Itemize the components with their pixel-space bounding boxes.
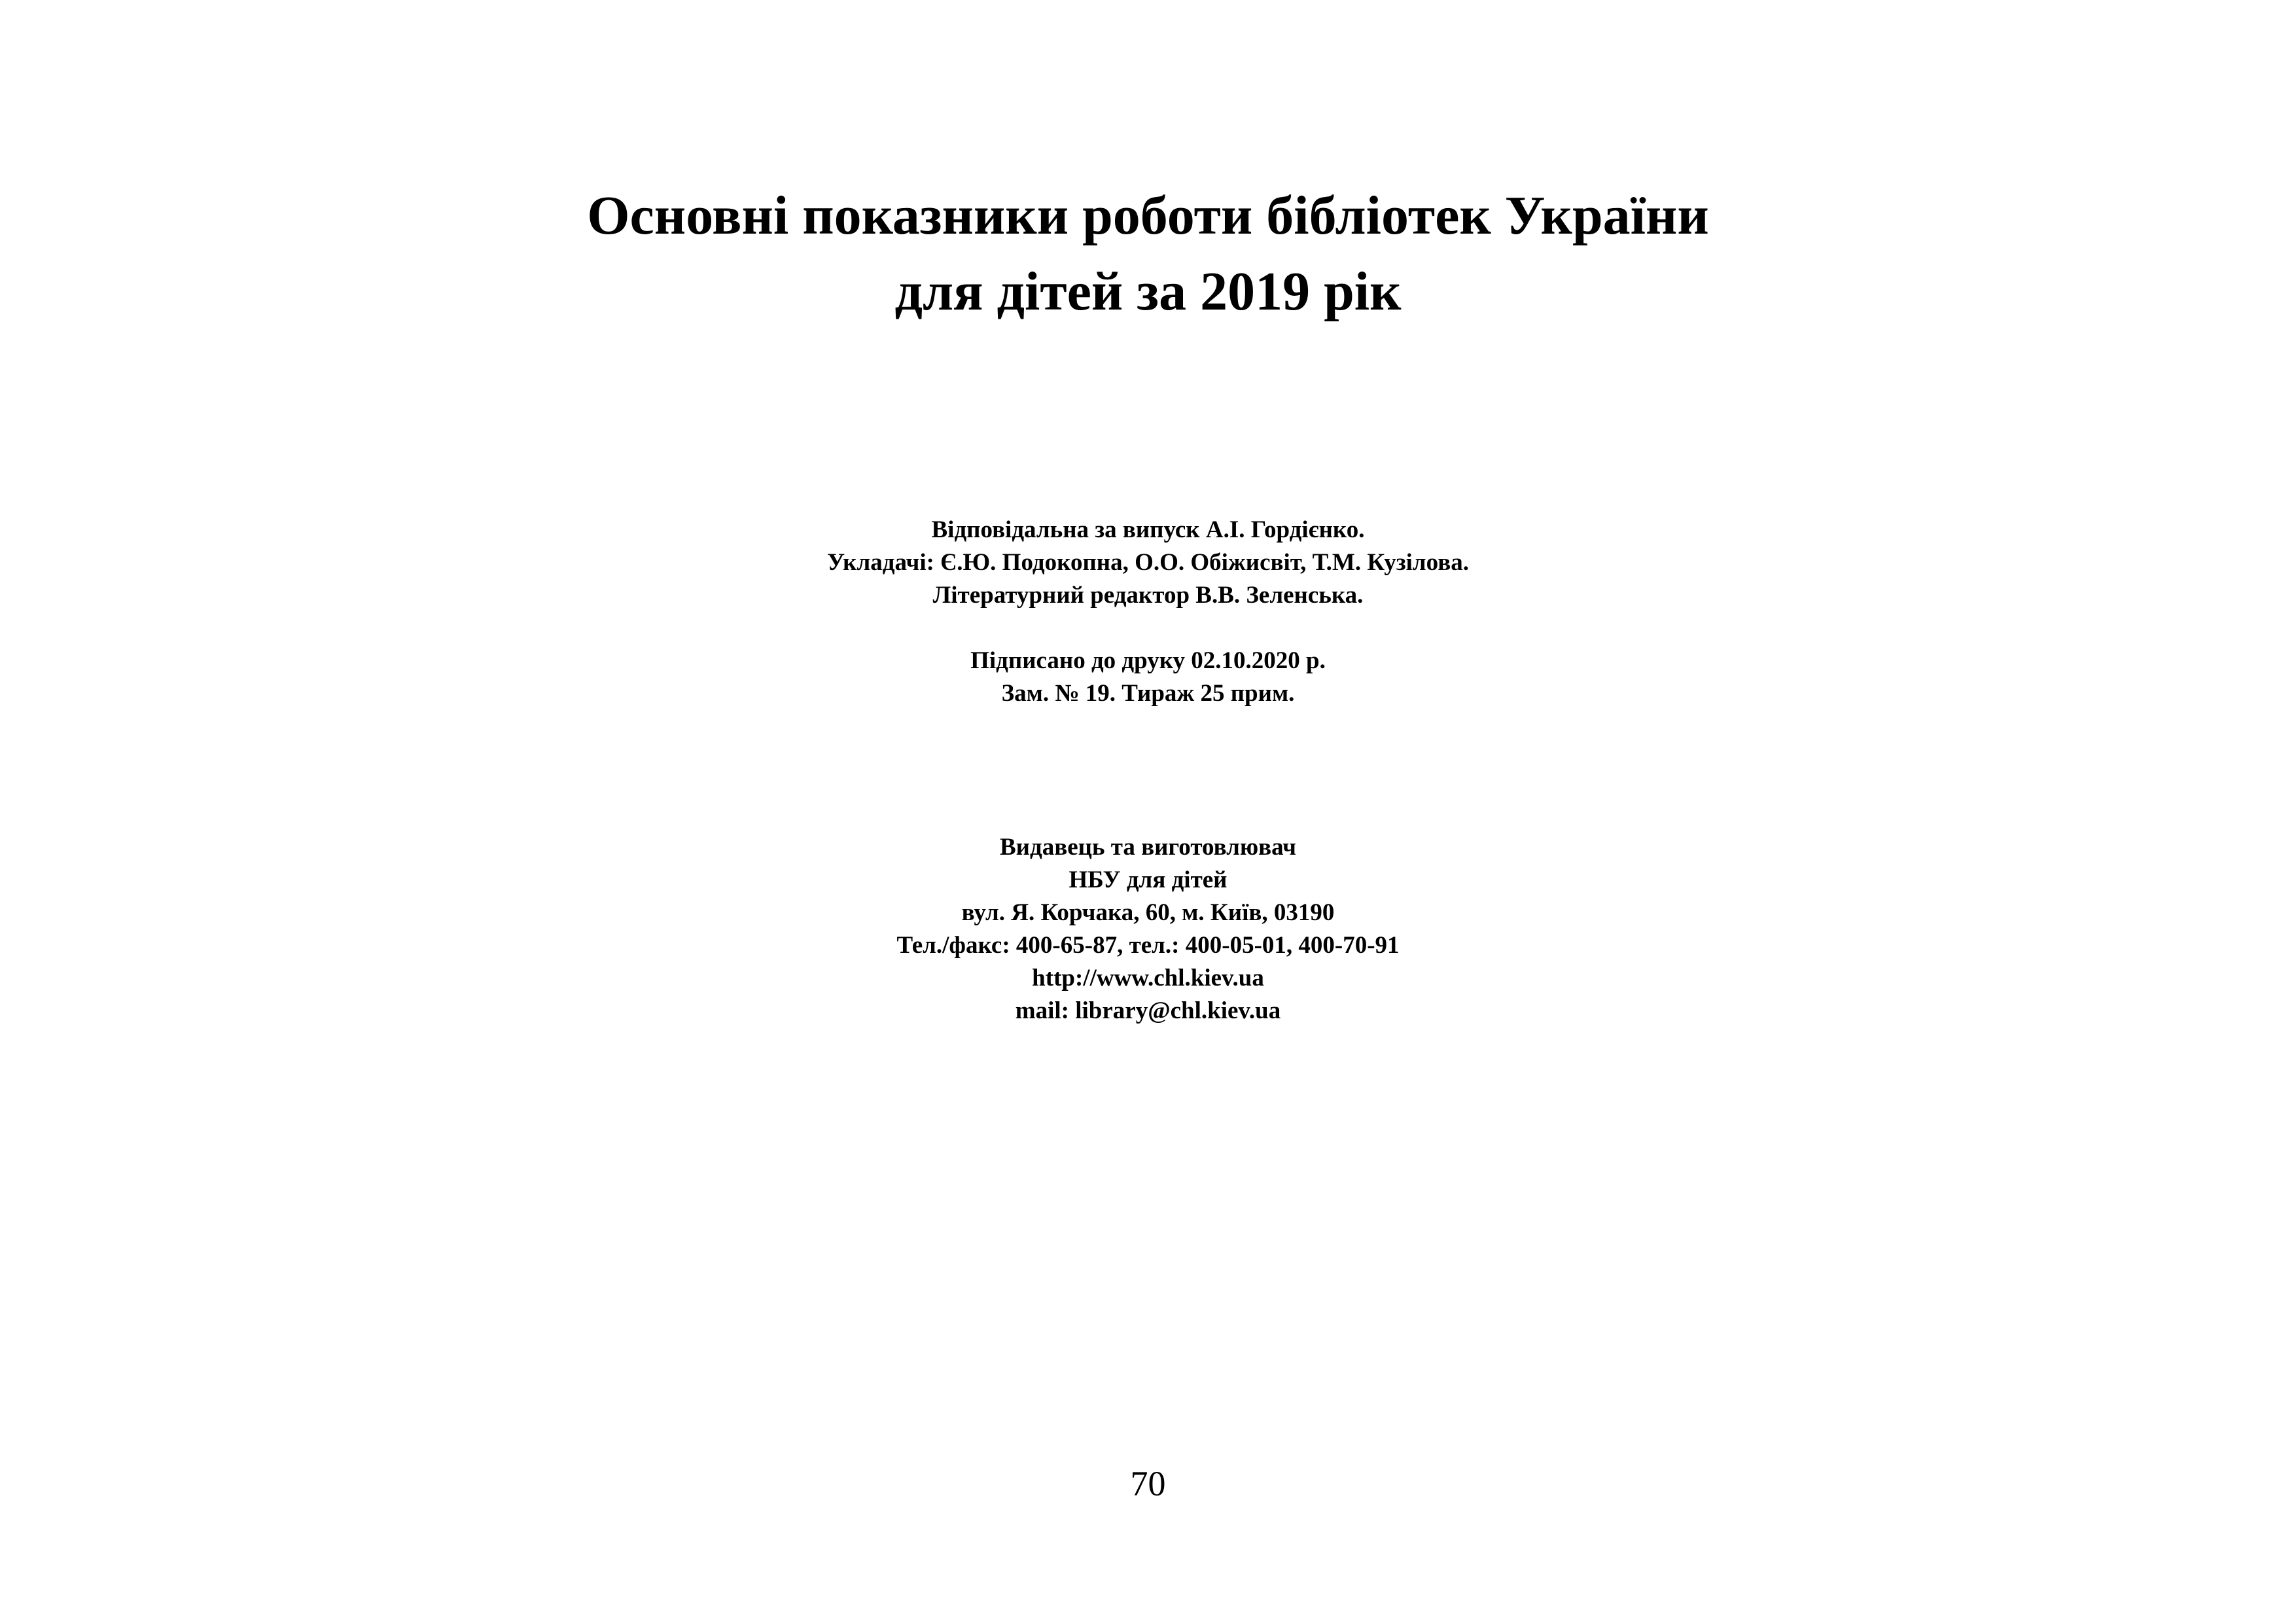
publisher-address: вул. Я. Корчака, 60, м. Київ, 03190	[961, 899, 1335, 926]
literary-editor: Літературний редактор В.В. Зеленська.	[932, 582, 1364, 609]
title-line-2: для дітей за 2019 рік	[894, 261, 1402, 322]
publisher-phones: Тел./факс: 400-65-87, тел.: 400-05-01, 400-70-91	[896, 932, 1400, 959]
compilers: Укладачі: Є.Ю. Подокопна, О.О. Обіжисвіт, Т.М. Кузілова.	[827, 549, 1469, 576]
title-line-1: Основні показники роботи бібліотек України	[587, 185, 1709, 246]
publisher-block	[0, 831, 2296, 1027]
publisher-name: НБУ для дітей	[1069, 866, 1227, 893]
page-title	[0, 178, 2296, 330]
publisher-heading: Видавець та виготовлювач	[1000, 834, 1296, 861]
signed-to-print: Підписано до друку 02.10.2020 р.	[970, 647, 1326, 674]
order-and-print-run: Зам. № 19. Тираж 25 прим.	[1001, 680, 1295, 707]
responsible-editor: Відповідальна за випуск А.І. Гордієнко.	[931, 516, 1365, 543]
print-info-block	[0, 645, 2296, 710]
publisher-website: http://www.chl.kiev.ua	[1032, 965, 1264, 991]
page-number: 70	[1130, 1464, 1166, 1503]
publisher-email: mail: library@chl.kiev.ua	[1015, 997, 1281, 1024]
credits-block	[0, 514, 2296, 612]
